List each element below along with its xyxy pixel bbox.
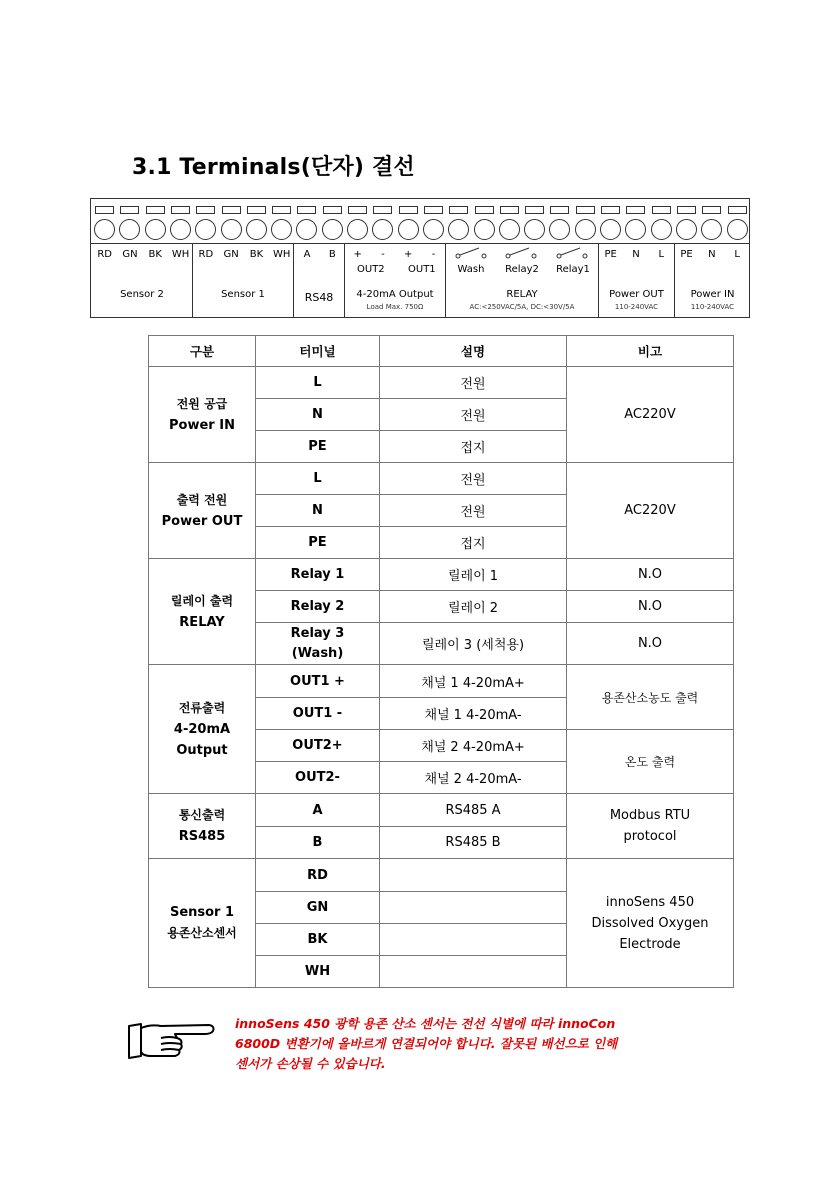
header-description: 설명	[380, 336, 567, 367]
header-remarks: 비고	[567, 336, 734, 367]
table-row	[149, 665, 734, 698]
out1-label: OUT1	[408, 264, 436, 275]
group-relay-sub: AC:<250VAC/5A, DC:<30V/5A	[469, 303, 575, 311]
terminal-spec-table	[148, 335, 734, 988]
table-row	[149, 859, 734, 892]
warning-line: 6800D 변환기에 올바르게 연결되어야 합니다. 잘못된 배선으로 인해	[235, 1036, 618, 1051]
terminal-cell: A	[256, 794, 380, 827]
group-power-out: Power OUT	[609, 289, 664, 300]
relay1-label: Relay1	[556, 264, 590, 275]
terminal-pin-label: A	[303, 249, 311, 260]
remarks-cell: N.O	[567, 591, 734, 623]
description-cell: RS485 B	[380, 827, 567, 859]
terminal-pin-label: L	[658, 249, 665, 260]
terminal-cell: BK	[256, 924, 380, 956]
terminal-pin-label: RD	[97, 249, 112, 260]
group-current-output-cell: 전류출력 4-20mA Output	[149, 665, 256, 794]
warning-line: 센서가 손상될 수 있습니다.	[235, 1056, 386, 1071]
description-cell: 전원	[380, 399, 567, 431]
group-relay: RELAY	[506, 289, 538, 300]
description-cell	[380, 956, 567, 988]
warning-note	[235, 1014, 705, 1074]
description-cell: 릴레이 1	[380, 559, 567, 591]
terminal-cell: L	[256, 463, 380, 495]
terminal-cell: PE	[256, 431, 380, 463]
terminal-pin-label: L	[734, 249, 740, 260]
terminal-cell: N	[256, 399, 380, 431]
terminal-cell: Relay 2	[256, 591, 380, 623]
terminal-cell: N	[256, 495, 380, 527]
terminal-cell: GN	[256, 892, 380, 924]
description-cell: 채널 1 4-20mA-	[380, 698, 567, 730]
terminal-cell: Relay 3 (Wash)	[256, 623, 380, 665]
terminal-pin-label: GN	[223, 249, 239, 260]
group-power-out-sub: 110-240VAC	[614, 303, 659, 311]
terminal-pin-label: N	[632, 249, 640, 260]
table-row	[149, 559, 734, 591]
terminal-cell: OUT2+	[256, 730, 380, 762]
terminal-pin-label: PE	[604, 249, 617, 260]
terminal-pin-label: BK	[249, 249, 264, 260]
terminal-pin-label: -	[431, 249, 436, 260]
terminal-pin-label: GN	[122, 249, 138, 260]
remarks-cell: 온도 출력	[567, 730, 734, 794]
description-cell: 접지	[380, 431, 567, 463]
terminal-pin-label: B	[328, 249, 336, 260]
group-4-20ma-sub: Load Max. 750Ω	[366, 303, 424, 311]
remarks-cell: AC220V	[567, 463, 734, 559]
group-4-20ma-output: 4-20mA Output	[356, 289, 434, 300]
group-sensor2: Sensor 2	[120, 289, 164, 300]
description-cell: RS485 A	[380, 794, 567, 827]
table-row	[149, 463, 734, 495]
remarks-cell: 용존산소농도 출력	[567, 665, 734, 730]
terminal-cell: Relay 1	[256, 559, 380, 591]
terminal-cell: OUT1 -	[256, 698, 380, 730]
group-power-out-cell: 출력 전원 Power OUT	[149, 463, 256, 559]
description-cell: 채널 1 4-20mA+	[380, 665, 567, 698]
terminal-pin-label: +	[353, 249, 362, 260]
relay-switch-icons	[0, 0, 835, 330]
terminal-cell: OUT2-	[256, 762, 380, 794]
description-cell: 전원	[380, 367, 567, 399]
terminal-pin-label: +	[404, 249, 413, 260]
group-power-in: Power IN	[690, 289, 735, 300]
terminal-cell: RD	[256, 859, 380, 892]
terminal-cell: PE	[256, 527, 380, 559]
terminal-pin-label: WH	[171, 249, 190, 260]
terminal-pin-label: -	[381, 249, 385, 260]
table-row	[149, 794, 734, 827]
group-sensor1-cell: Sensor 1 용존산소센서	[149, 859, 256, 988]
description-cell: 전원	[380, 495, 567, 527]
terminal-pin-label: BK	[148, 249, 162, 260]
terminal-cell: OUT1 +	[256, 665, 380, 698]
group-comm-cell: 통신출력 RS485	[149, 794, 256, 859]
header-category: 구분	[149, 336, 256, 367]
description-cell: 채널 2 4-20mA-	[380, 762, 567, 794]
table-header-row	[149, 336, 734, 367]
remarks-cell: N.O	[567, 623, 734, 665]
remarks-cell: N.O	[567, 559, 734, 591]
terminal-pin-label: PE	[680, 249, 693, 260]
group-sensor1: Sensor 1	[221, 289, 265, 300]
description-cell	[380, 892, 567, 924]
page-title: 3.1 Terminals(단자) 결선	[132, 155, 415, 180]
warning-line: innoSens 450 광학 용존 산소 센서는 전선 식별에 따라 innoCon	[235, 1016, 616, 1031]
group-power-in-cell: 전원 공급 Power IN	[149, 367, 256, 463]
description-cell: 채널 2 4-20mA+	[380, 730, 567, 762]
description-cell: 전원	[380, 463, 567, 495]
description-cell: 릴레이 2	[380, 591, 567, 623]
header-terminal: 터미널	[256, 336, 380, 367]
description-cell: 접지	[380, 527, 567, 559]
description-cell	[380, 859, 567, 892]
table-row	[149, 367, 734, 399]
pointing-hand-icon	[125, 1016, 217, 1064]
description-cell	[380, 924, 567, 956]
remarks-cell: innoSens 450 Dissolved Oxygen Electrode	[567, 859, 734, 988]
remarks-cell: Modbus RTU protocol	[567, 794, 734, 859]
group-relay-cell: 릴레이 출력 RELAY	[149, 559, 256, 665]
terminal-cell: L	[256, 367, 380, 399]
group-power-in-sub: 110-240VAC	[690, 303, 735, 311]
wash-label: Wash	[457, 264, 485, 275]
out2-label: OUT2	[357, 264, 385, 275]
relay2-label: Relay2	[505, 264, 539, 275]
group-rs485: RS48	[304, 291, 334, 304]
terminal-cell: B	[256, 827, 380, 859]
terminal-pin-label: N	[708, 249, 716, 260]
terminal-pin-label: RD	[198, 249, 214, 260]
terminal-cell: WH	[256, 956, 380, 988]
remarks-cell: AC220V	[567, 367, 734, 463]
description-cell: 릴레이 3 (세척용)	[380, 623, 567, 665]
terminal-pin-label: WH	[273, 249, 291, 260]
